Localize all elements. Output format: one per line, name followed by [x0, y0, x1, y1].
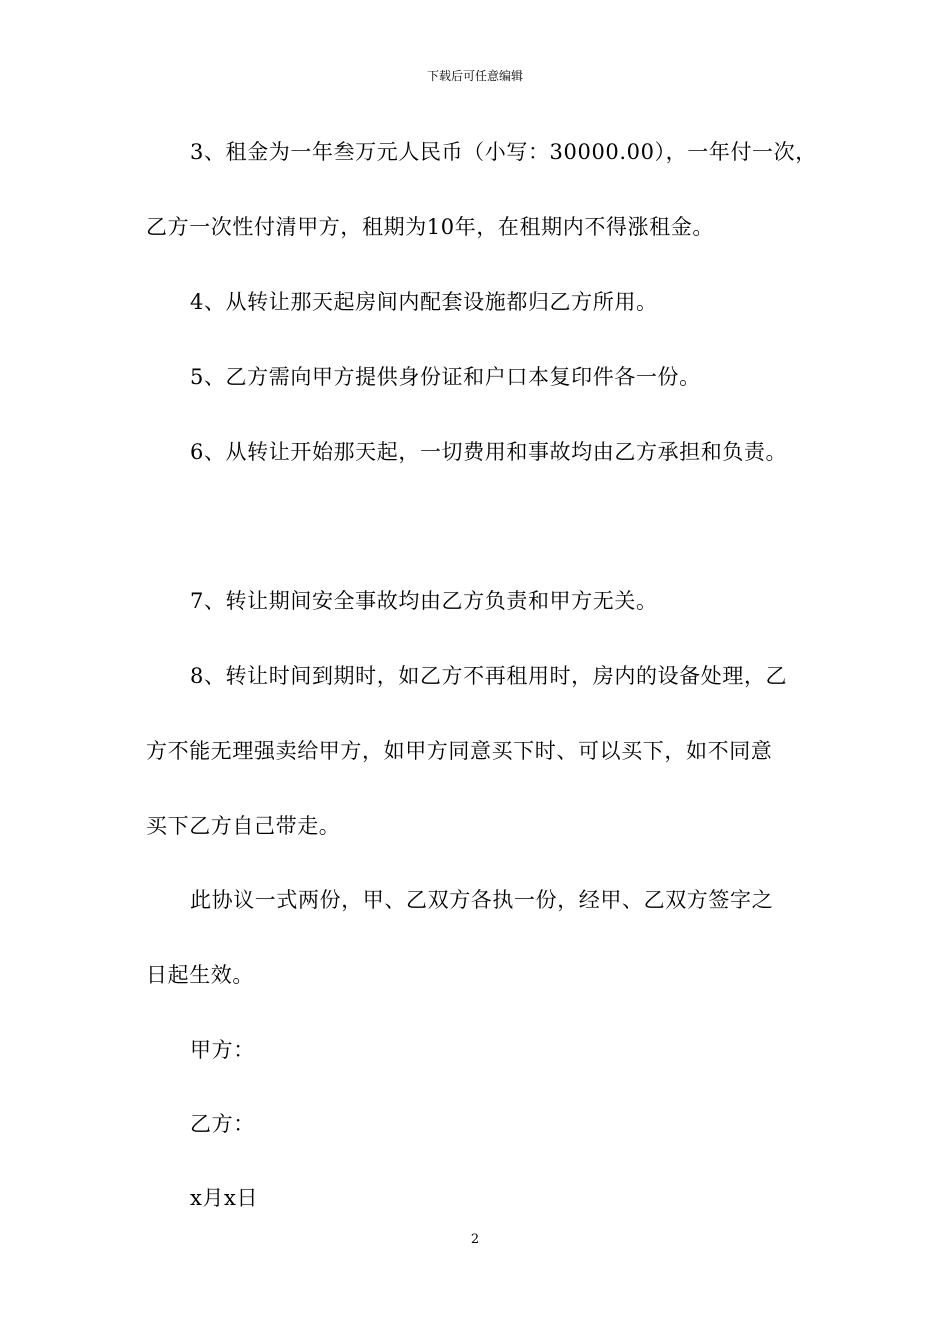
effect-clause-line-2: 日起生效。: [146, 963, 254, 987]
clause-8-line-3: 买下乙方自己带走。: [146, 814, 341, 838]
signing-date: x月x日: [190, 1186, 259, 1210]
clause-3-line-1: 3、租金为一年叁万元人民币（小写：30000.00），一年付一次，: [190, 140, 817, 164]
clause-5: 5、乙方需向甲方提供身份证和户口本复印件各一份。: [190, 365, 701, 389]
clause-3-line-2: 乙方一次性付清甲方，租期为10年，在租期内不得涨租金。: [146, 215, 714, 239]
page-number: 2: [470, 1232, 480, 1247]
clause-4: 4、从转让那天起房间内配套设施都归乙方所用。: [190, 290, 658, 314]
party-b-signature-label: 乙方：: [190, 1112, 255, 1136]
clause-7: 7、转让期间安全事故均由乙方负责和甲方无关。: [190, 589, 658, 613]
effect-clause-line-1: 此协议一式两份，甲、乙双方各执一份，经甲、乙双方签字之: [190, 888, 774, 912]
party-a-signature-label: 甲方：: [190, 1038, 255, 1062]
clause-6: 6、从转让开始那天起，一切费用和事故均由乙方承担和负责。: [190, 440, 788, 464]
clause-8-line-2: 方不能无理强卖给甲方，如甲方同意买下时、可以买下，如不同意: [146, 739, 773, 763]
page-header-note: 下载后可任意编辑: [426, 69, 523, 83]
clause-8-line-1: 8、转让时间到期时，如乙方不再租用时，房内的设备处理，乙: [190, 664, 788, 688]
